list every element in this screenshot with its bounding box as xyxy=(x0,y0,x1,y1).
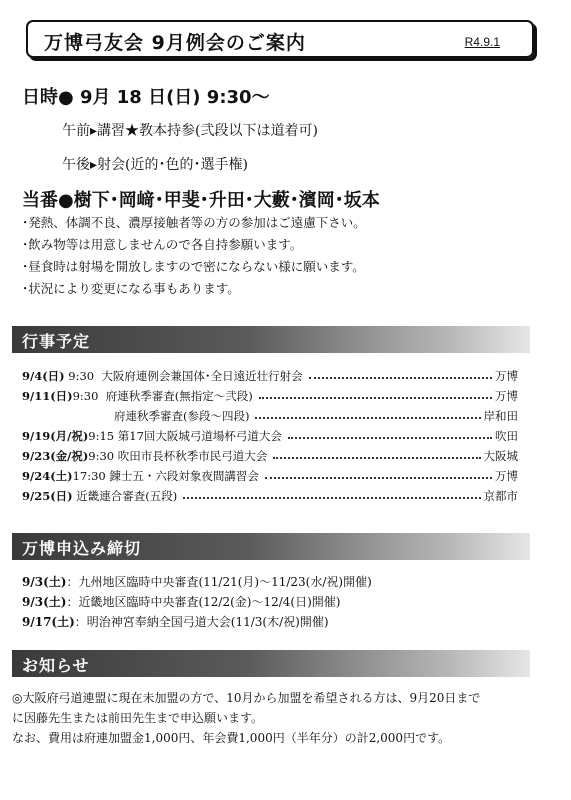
event-row xyxy=(22,486,518,506)
event-desc: 錬士五・六段対象夜間講習会 xyxy=(109,469,259,483)
event-date: 9/23(金/祝) xyxy=(22,449,89,463)
event-place: 岸和田 xyxy=(483,409,518,423)
afternoon-schedule: 午後▸射会(近的･色的･選手権) xyxy=(62,157,248,173)
deadline-text: ：九州地区臨時中央審査(11/21(月)〜11/23(水/祝)開催) xyxy=(66,575,372,589)
event-time: 9:30 xyxy=(72,389,99,403)
leader-dots xyxy=(309,377,492,379)
event-time: 17:30 xyxy=(72,469,106,483)
event-desc: 吹田市長杯秋季市民弓道大会 xyxy=(117,449,268,463)
events-section-header xyxy=(12,326,530,353)
event-place: 万博 xyxy=(495,469,518,483)
deadline-item xyxy=(22,613,329,630)
leader-dots xyxy=(288,437,492,439)
event-date: 9/19(月/祝) xyxy=(22,429,89,443)
event-place: 吹田 xyxy=(495,429,518,443)
event-date: 9/24(土) xyxy=(22,469,73,483)
duty-members: 当番●樹下･岡﨑･甲斐･升田･大藪･濱岡･坂本 xyxy=(22,190,380,211)
page-title: 万博弓友会 9月例会のご案内 xyxy=(44,32,306,54)
event-time: 9:30 xyxy=(88,449,115,463)
deadline-section-header xyxy=(12,533,530,560)
event-desc: 府連秋季審査(参段〜四段) xyxy=(114,409,250,423)
issue-date: R4.9.1 xyxy=(464,35,500,49)
title-box xyxy=(26,20,534,58)
leader-dots xyxy=(255,417,480,419)
deadline-heading: 万博申込み締切 xyxy=(22,539,142,558)
info-section-header xyxy=(12,650,530,677)
event-place: 万博 xyxy=(495,389,518,403)
deadline-date: 9/17(土) xyxy=(22,615,75,629)
event-row xyxy=(22,426,518,446)
event-time: 9:15 xyxy=(88,429,115,443)
event-desc: 第17回大阪城弓道場杯弓道大会 xyxy=(117,429,282,443)
leader-dots xyxy=(183,497,480,499)
event-desc: 大阪府連例会兼国体･全日遠近壮行射会 xyxy=(101,369,303,383)
event-place: 万博 xyxy=(495,369,518,383)
note-item: ･飲み物等は用意しませんので各自持参願います。 xyxy=(22,237,303,252)
morning-schedule: 午前▸講習★教本持参(弐段以下は道着可) xyxy=(62,123,318,139)
event-desc: 府連秋季審査(無指定〜弐段) xyxy=(105,389,253,403)
event-date: 9/25(日) xyxy=(22,489,73,503)
info-body xyxy=(12,688,542,748)
event-date: 9/4(日) xyxy=(22,369,65,383)
note-item: ･昼食時は射場を開放しますので密にならない様に願います。 xyxy=(22,259,365,274)
event-time: 9:30 xyxy=(68,369,95,383)
event-row xyxy=(22,386,518,406)
event-row xyxy=(22,446,518,466)
leader-dots xyxy=(265,477,492,479)
info-line: なお、費用は府連加盟金1,000円、年会費1,000円（半年分）の計2,000円です。 xyxy=(12,731,451,745)
meeting-datetime: 日時● 9月 18 日(日) 9:30〜 xyxy=(22,87,270,108)
deadline-date: 9/3(土) xyxy=(22,575,67,589)
note-item: ･状況により変更になる事もあります。 xyxy=(22,281,240,296)
deadline-text: ：近畿地区臨時中央審査(12/2(金)〜12/4(日)開催) xyxy=(66,595,341,609)
event-row xyxy=(22,366,518,386)
info-line: に因藤先生または前田先生まで申込願います。 xyxy=(12,711,264,725)
leader-dots xyxy=(259,397,492,399)
event-place: 京都市 xyxy=(483,489,518,503)
events-heading: 行事予定 xyxy=(22,332,91,351)
deadline-text: ：明治神宮奉納全国弓道大会(11/3(木/祝)開催) xyxy=(74,615,329,629)
notes-list xyxy=(22,212,366,300)
event-row xyxy=(22,466,518,486)
event-date: 9/11(日) xyxy=(22,389,73,403)
event-place: 大阪城 xyxy=(483,449,518,463)
note-item: ･発熱、体調不良、濃厚接触者等の方の参加はご遠慮下さい。 xyxy=(22,215,366,230)
event-row xyxy=(22,406,518,426)
event-desc: 近畿連合審査(五段) xyxy=(76,489,178,503)
info-heading: お知らせ xyxy=(22,656,90,675)
leader-dots xyxy=(273,457,480,459)
deadline-date: 9/3(土) xyxy=(22,595,67,609)
info-line: ◎大阪府弓道連盟に現在未加盟の方で、10月から加盟を希望される方は、9月20日まで xyxy=(12,691,481,705)
deadline-item xyxy=(22,593,340,610)
deadline-item xyxy=(22,573,372,590)
